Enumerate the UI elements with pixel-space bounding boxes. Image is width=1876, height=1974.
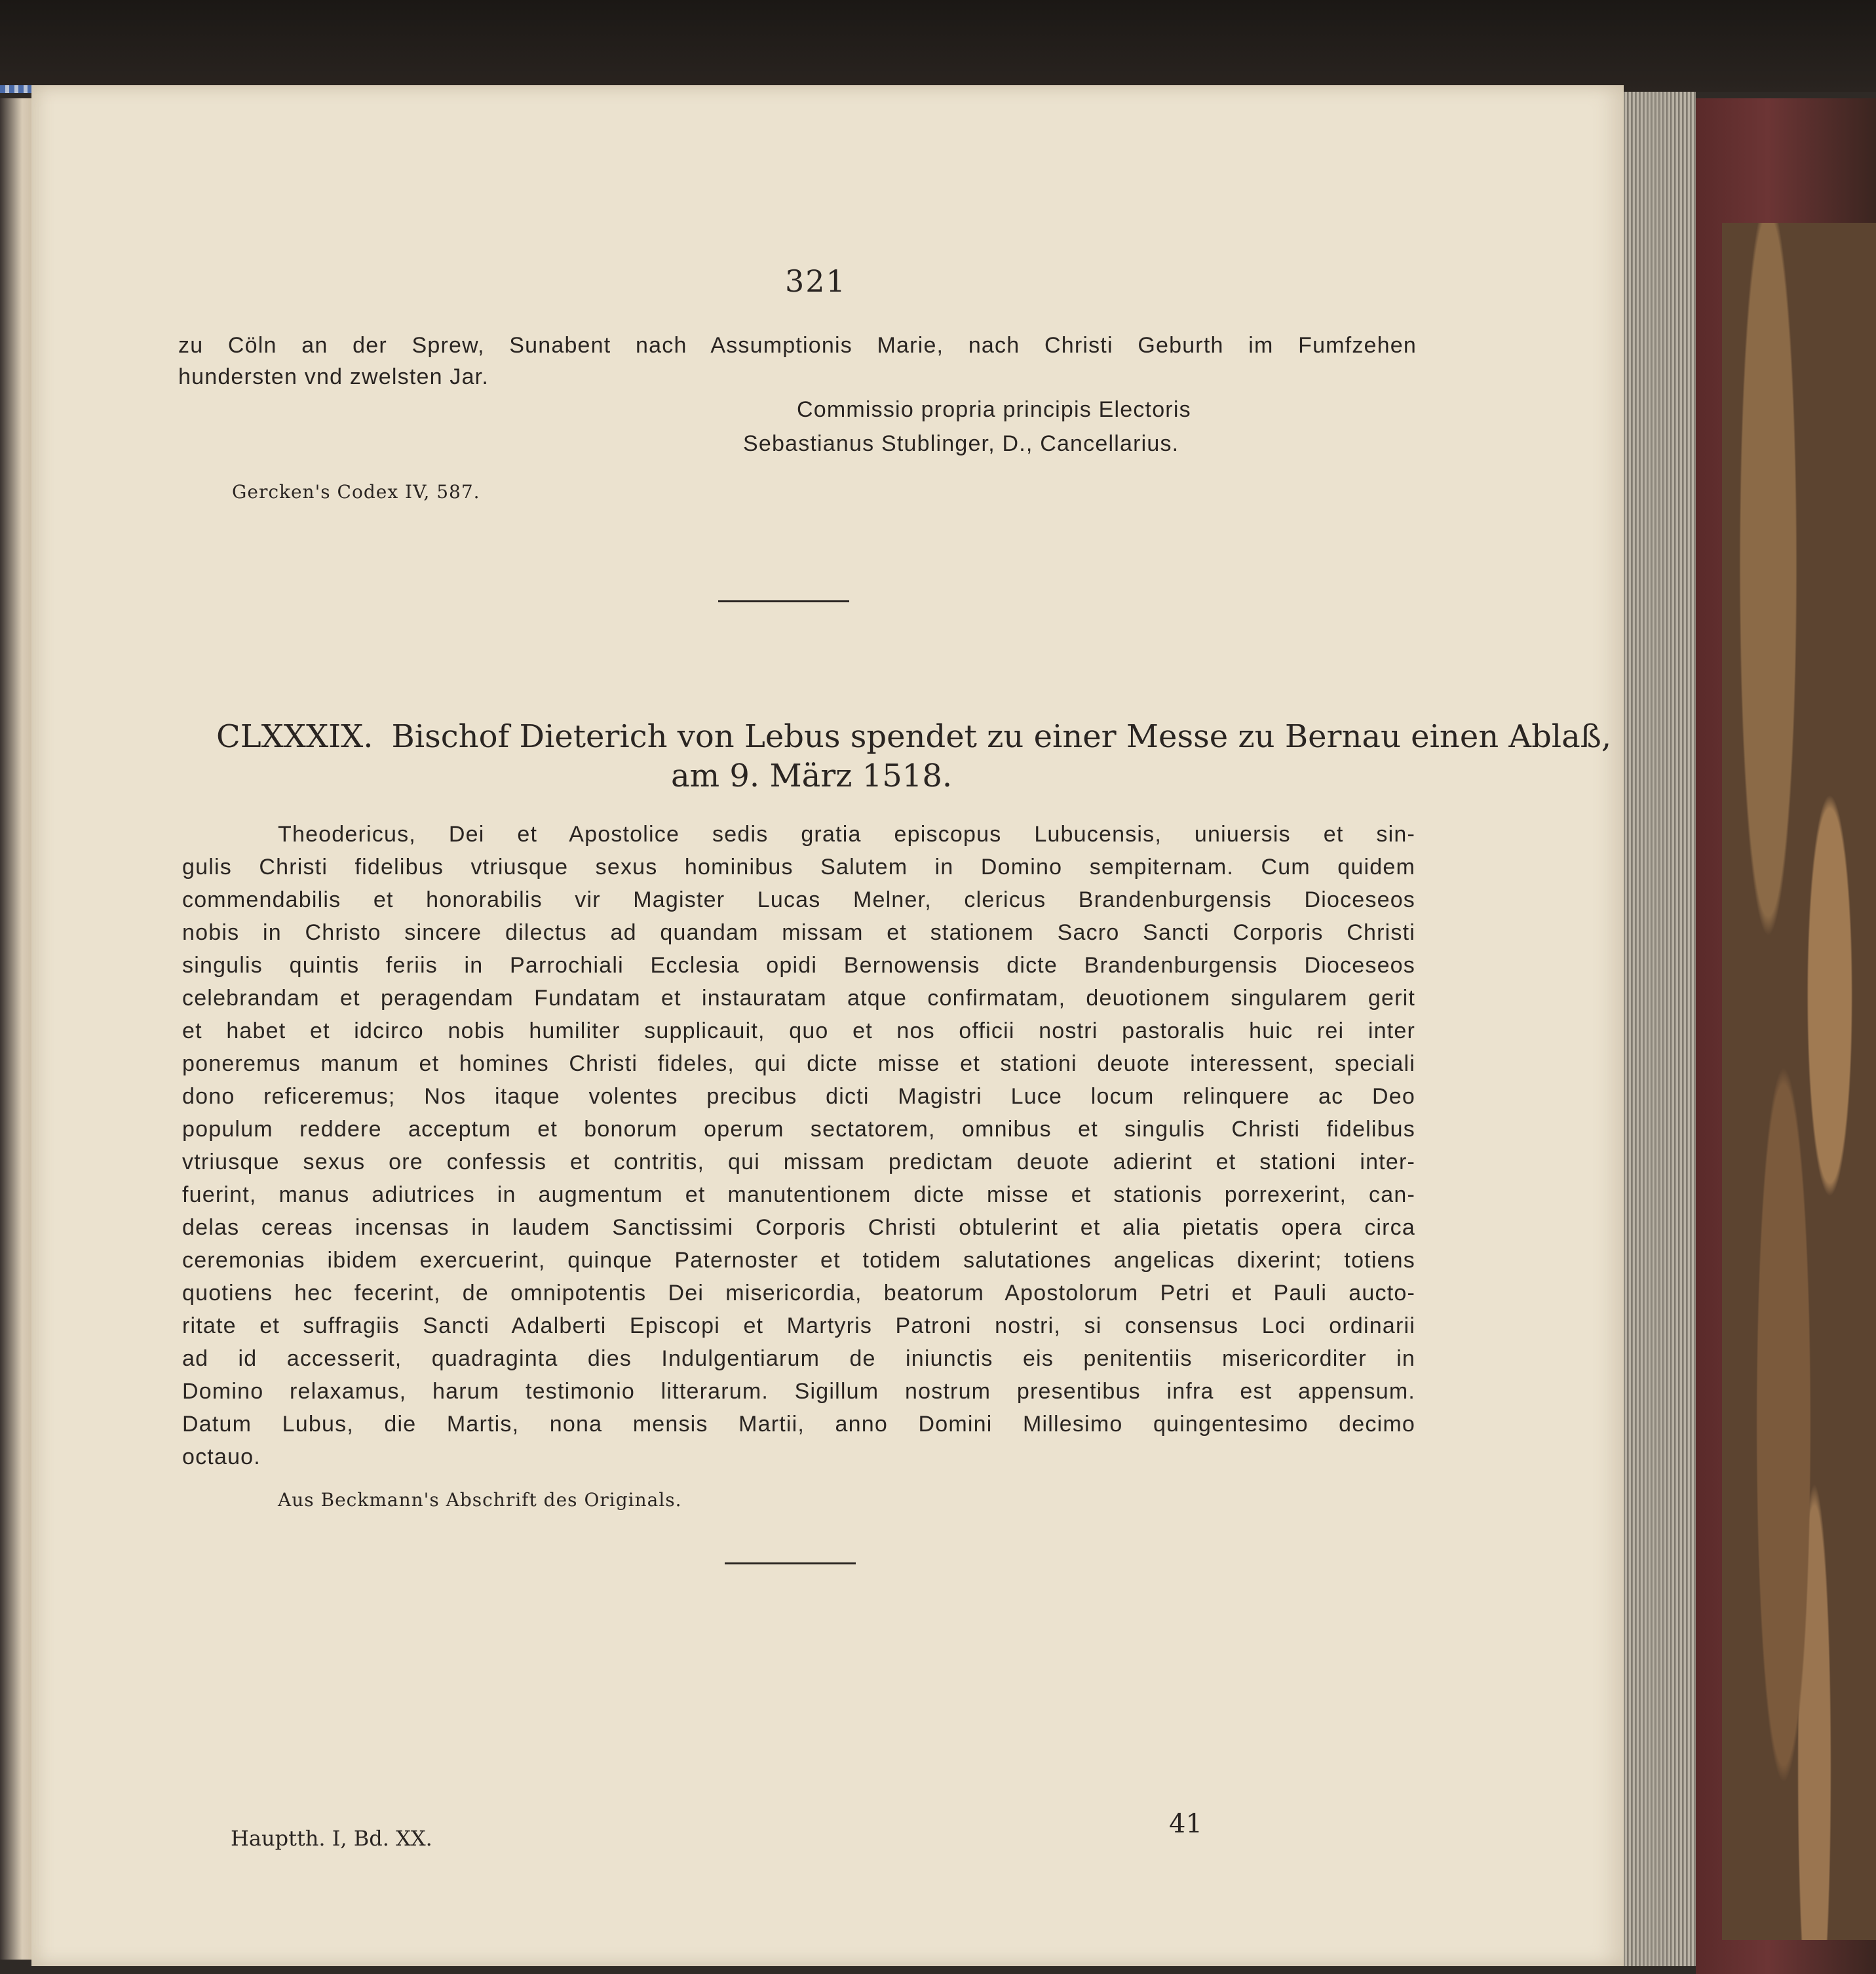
body-line: delas cereas incensas in laudem Sanctissimi Corporis Christi obtulerint et alia pietatis opera circa: [182, 1215, 1415, 1240]
divider-top: [718, 600, 849, 602]
body-line: poneremus manum et homines Christi fideles, qui dicte misse et stationi deuote interessent, speciali: [182, 1051, 1415, 1076]
body-line: nobis in Christo sincere dilectus ad quandam missam et stationem Sacro Sancti Corporis Christi: [182, 920, 1415, 945]
signature-line-1: Commissio propria principis Electoris: [797, 397, 1191, 422]
body-line: Domino relaxamus, harum testimonio litterarum. Sigillum nostrum presentibus infra est appensum.: [182, 1379, 1415, 1404]
body-line: vtriusque sexus ore confessis et contritis, qui missam predictam deuote adierint et stationi inter-: [182, 1150, 1415, 1174]
body-line: ceremonias ibidem exercuerint, quinque Paternoster et totidem salutationes angelicas dixerint; totiens: [182, 1248, 1415, 1273]
document-number: CLXXXIX.: [216, 718, 373, 755]
source-note: Gercken's Codex IV, 587.: [232, 481, 480, 503]
marbled-cover: [1722, 223, 1876, 1940]
divider-bottom: [725, 1562, 856, 1564]
preceding-line-2: hundersten vnd zwelsten Jar.: [178, 364, 489, 389]
document-title-line-1: Bischof Dieterich von Lebus spendet zu einer Messe zu Bernau einen Ablaß,: [391, 718, 1612, 755]
left-page-edge: [0, 98, 31, 1960]
document-source: Aus Beckmann's Abschrift des Originals.: [278, 1489, 682, 1511]
body-line: quotiens hec fecerint, de omnipotentis Dei misericordia, beatorum Apostolorum Petri et Pauli aucto-: [182, 1281, 1415, 1306]
body-line: Theodericus, Dei et Apostolice sedis gratia episcopus Lubucensis, uniuersis et sin-: [278, 822, 1415, 847]
body-line: dono reficeremus; Nos itaque volentes precibus dicti Magistri Luce locum relinquere ac Deo: [182, 1084, 1415, 1109]
binding-top: [0, 0, 1876, 92]
signature-mark: 41: [1169, 1809, 1202, 1839]
signature-line-2: Sebastianus Stublinger, D., Cancellarius.: [743, 431, 1179, 456]
body-line: ad id accesserit, quadraginta dies Indulgentiarum de iniunctis eis penitentiis misericorditer in: [182, 1346, 1415, 1371]
body-line: fuerint, manus adiutrices in augmentum et manutentionem dicte misse et stationis porrexerint, can-: [182, 1182, 1415, 1207]
book-page: [31, 85, 1624, 1966]
body-line: commendabilis et honorabilis vir Magister Lucas Melner, clericus Brandenburgensis Dioceseos: [182, 887, 1415, 912]
body-line: celebrandam et peragendam Fundatam et instauratam atque confirmatam, deuotionem singularem gerit: [182, 986, 1415, 1011]
body-line-last: octauo.: [182, 1444, 261, 1469]
book-cover: [1696, 98, 1876, 1974]
page-edges: [1624, 92, 1696, 1966]
preceding-line-1: zu Cöln an der Sprew, Sunabent nach Assumptionis Marie, nach Christi Geburth im Fumfzehen: [178, 333, 1417, 358]
document-title-line-2: am 9. März 1518.: [671, 758, 953, 794]
body-line: Datum Lubus, die Martis, nona mensis Martii, anno Domini Millesimo quingentesimo decimo: [182, 1412, 1415, 1437]
footer-volume: Hauptth. I, Bd. XX.: [231, 1826, 432, 1851]
body-line: ritate et suffragiis Sancti Adalberti Episcopi et Martyris Patroni nostri, si consensus Loci ordinarii: [182, 1313, 1415, 1338]
body-line: singulis quintis feriis in Parrochiali Ecclesia opidi Bernowensis dicte Brandenburgensis Dioceseos: [182, 953, 1415, 978]
body-line: populum reddere acceptum et bonorum operum sectatorem, omnibus et singulis Christi fidelibus: [182, 1117, 1415, 1142]
body-line: gulis Christi fidelibus vtriusque sexus hominibus Salutem in Domino sempiternam. Cum quidem: [182, 855, 1415, 880]
document-heading: [216, 718, 1612, 755]
page-number: 321: [785, 263, 847, 299]
body-line: et habet et idcirco nobis humiliter supplicauit, quo et nos officii nostri pastoralis huic rei inter: [182, 1018, 1415, 1043]
